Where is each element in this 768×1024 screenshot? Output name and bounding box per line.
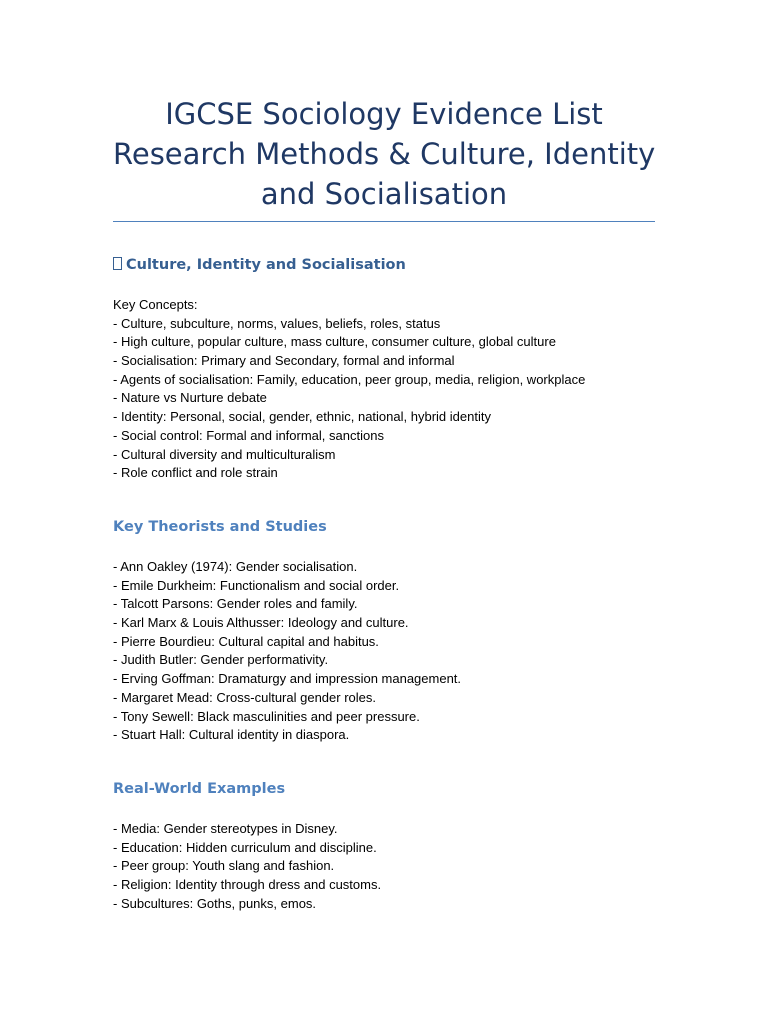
key-concepts-list <box>113 296 673 483</box>
section-heading-culture <box>113 255 406 275</box>
list-item: - Margaret Mead: Cross-cultural gender roles. <box>113 689 376 705</box>
box-icon <box>113 257 122 270</box>
list-item: - Stuart Hall: Cultural identity in diaspora. <box>113 727 350 743</box>
list-item: - Identity: Personal, social, gender, ethnic, national, hybrid identity <box>113 409 491 425</box>
list-item: - Tony Sewell: Black masculinities and peer pressure. <box>113 708 420 724</box>
list-item: - Subcultures: Goths, punks, emos. <box>113 895 317 911</box>
list-item: - Agents of socialisation: Family, education, peer group, media, religion, workplace <box>113 371 586 387</box>
section-heading-examples: Real-World Examples <box>113 781 286 797</box>
list-item: - Erving Goffman: Dramaturgy and impression management. <box>113 671 462 687</box>
list-item: - Education: Hidden curriculum and discipline. <box>113 839 377 855</box>
list-item: - Media: Gender stereotypes in Disney. <box>113 821 338 836</box>
list-item: - Karl Marx & Louis Althusser: Ideology and culture. <box>113 615 409 631</box>
list-item: - Culture, subculture, norms, values, beliefs, roles, status <box>113 315 441 331</box>
list-item: - Talcott Parsons: Gender roles and family. <box>113 596 358 612</box>
list-item: - Socialisation: Primary and Secondary, formal and informal <box>113 353 455 369</box>
list-item: - Nature vs Nurture debate <box>113 390 267 406</box>
list-item: - Judith Butler: Gender performativity. <box>113 652 329 668</box>
title-divider <box>113 221 655 222</box>
title-line-1: IGCSE Sociology Evidence List <box>165 97 603 131</box>
list-item: - Emile Durkheim: Functionalism and social order. <box>113 577 400 593</box>
list-item: - Ann Oakley (1974): Gender socialisation. <box>113 559 358 574</box>
examples-list <box>113 820 673 913</box>
section-heading-text: Culture, Identity and Socialisation <box>126 257 406 273</box>
list-item: - Religion: Identity through dress and customs. <box>113 877 382 893</box>
list-item: - Social control: Formal and informal, sanctions <box>113 427 384 443</box>
list-item: - Cultural diversity and multiculturalism <box>113 446 336 462</box>
theorists-list <box>113 558 673 745</box>
title-line-2: Research Methods & Culture, Identity <box>113 137 656 171</box>
list-item: - Pierre Bourdieu: Cultural capital and habitus. <box>113 633 379 649</box>
title-line-3: and Socialisation <box>260 177 508 211</box>
section-heading-theorists: Key Theorists and Studies <box>113 519 327 535</box>
list-item: - High culture, popular culture, mass culture, consumer culture, global culture <box>113 334 556 350</box>
list-item: - Peer group: Youth slang and fashion. <box>113 858 335 874</box>
list-item: - Role conflict and role strain <box>113 465 278 481</box>
list-item: Key Concepts: <box>113 297 198 312</box>
document-title <box>113 94 655 214</box>
